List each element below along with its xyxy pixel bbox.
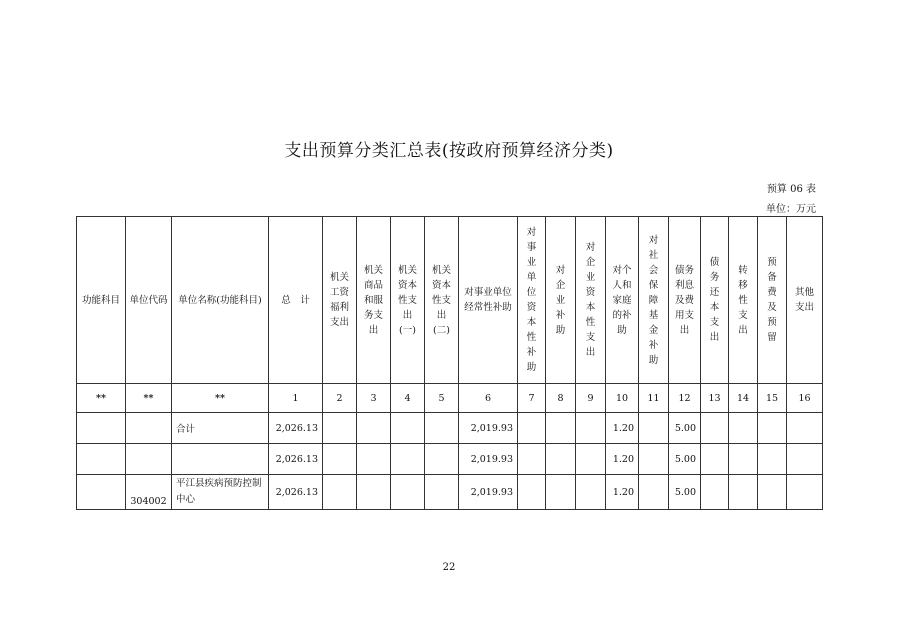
institution-subsidy-cell: 2,019.93 [459, 444, 518, 475]
index-row [77, 384, 823, 413]
header-cell [576, 217, 606, 384]
index-cell: 11 [639, 384, 669, 413]
header-text: 预备费及预留 [767, 257, 777, 343]
page-number: 22 [442, 562, 456, 573]
index-cell: 7 [518, 384, 546, 413]
table-row [77, 413, 823, 444]
header-text: 机关商品和服务支出 [363, 264, 383, 336]
header-text: 机关资本性支出(一) [397, 264, 417, 336]
unit-name-cell: 平江县疾病预防控制中心 [172, 475, 269, 510]
unit-name-cell: 合计 [172, 413, 269, 444]
index-cell: ** [77, 384, 126, 413]
index-cell: 9 [576, 384, 606, 413]
header-text: 债务还本支出 [709, 257, 720, 343]
header-text: 对事业单位资本性补助 [526, 227, 537, 373]
header-cell [357, 217, 391, 384]
index-cell: 14 [729, 384, 758, 413]
total-cell: 2,026.13 [269, 475, 323, 510]
index-cell: ** [172, 384, 269, 413]
header-cell [701, 217, 729, 384]
header-text: 债务利息及费用支出 [674, 264, 694, 336]
header-cell [669, 217, 701, 384]
form-number: 预算 06 表 [766, 184, 816, 195]
unit-label: 单位：万元 [766, 204, 816, 215]
header-text: 对企业资本性支出 [585, 242, 596, 358]
index-cell: 13 [701, 384, 729, 413]
table-row [77, 444, 823, 475]
header-cell: 单位名称(功能科目) [172, 217, 269, 384]
index-cell: 1 [269, 384, 323, 413]
index-cell: 5 [425, 384, 459, 413]
index-cell: 2 [323, 384, 357, 413]
header-text: 对事业单位经常性补助 [464, 287, 512, 313]
debt-interest-cell: 5.00 [669, 413, 701, 444]
header-cell [729, 217, 758, 384]
index-cell: 6 [459, 384, 518, 413]
household-subsidy-cell: 1.20 [606, 413, 639, 444]
header-cell [459, 217, 518, 384]
header-text: 机关工资福利支出 [329, 272, 349, 328]
header-text: 对企业补助 [555, 264, 566, 336]
header-text: 转移性支出 [738, 264, 748, 336]
func-subject-cell [77, 413, 126, 444]
debt-interest-cell: 5.00 [669, 475, 701, 510]
header-cell [606, 217, 639, 384]
total-cell: 2,026.13 [269, 444, 323, 475]
header-cell [323, 217, 357, 384]
header-cell [425, 217, 459, 384]
header-cell [787, 217, 823, 384]
institution-subsidy-cell: 2,019.93 [459, 413, 518, 444]
header-cell [639, 217, 669, 384]
header-text: 对个人和家庭的补助 [612, 264, 632, 336]
index-cell: 3 [357, 384, 391, 413]
table-row [77, 475, 823, 510]
index-cell: ** [126, 384, 172, 413]
unit-code-cell [126, 413, 172, 444]
header-cell [546, 217, 576, 384]
household-subsidy-cell: 1.20 [606, 475, 639, 510]
index-cell: 12 [669, 384, 701, 413]
unit-name-cell [172, 444, 269, 475]
index-cell: 15 [758, 384, 787, 413]
header-text: 其他支出 [794, 287, 814, 313]
index-cell: 8 [546, 384, 576, 413]
header-cell: 单位代码 [126, 217, 172, 384]
index-cell: 16 [787, 384, 823, 413]
household-subsidy-cell: 1.20 [606, 444, 639, 475]
index-cell: 10 [606, 384, 639, 413]
total-cell: 2,026.13 [269, 413, 323, 444]
header-cell [391, 217, 425, 384]
header-text: 对社会保障基金补助 [648, 234, 659, 366]
header-cell: 功能科目 [77, 217, 126, 384]
header-cell [758, 217, 787, 384]
page-title: 支出预算分类汇总表(按政府预算经济分类) [284, 141, 614, 161]
func-subject-cell [77, 444, 126, 475]
header-text: 机关资本性支出(二) [431, 264, 451, 336]
debt-interest-cell: 5.00 [669, 444, 701, 475]
header-row [77, 217, 823, 384]
budget-table [76, 216, 823, 510]
unit-code-cell [126, 444, 172, 475]
header-cell: 总 计 [269, 217, 323, 384]
unit-code-cell: 304002 [126, 475, 172, 510]
func-subject-cell [77, 475, 126, 510]
header-cell [518, 217, 546, 384]
institution-subsidy-cell: 2,019.93 [459, 475, 518, 510]
index-cell: 4 [391, 384, 425, 413]
